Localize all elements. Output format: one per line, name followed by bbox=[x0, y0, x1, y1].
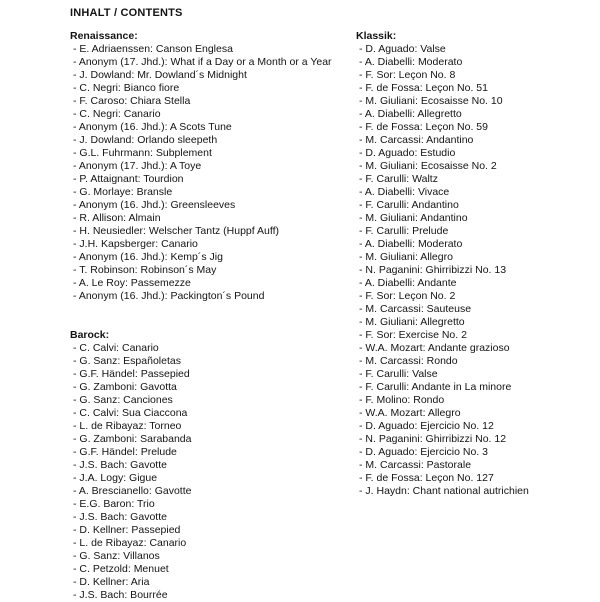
toc-item: - A. Diabelli: Vivace bbox=[359, 186, 450, 198]
toc-item: - A. Diabelli: Moderato bbox=[359, 56, 463, 68]
toc-item: - A. Le Roy: Passemezze bbox=[73, 277, 191, 289]
toc-item: - J.H. Kapsberger: Canario bbox=[73, 238, 198, 250]
toc-item: - Anonym (17. Jhd.): A Toye bbox=[73, 160, 202, 172]
toc-item: - R. Allison: Almain bbox=[73, 212, 161, 224]
toc-item: - F. Sor: Leçon No. 2 bbox=[359, 290, 456, 302]
toc-item: - A. Diabelli: Allegretto bbox=[359, 108, 462, 120]
toc-item: - F. de Fossa: Leçon No. 51 bbox=[359, 82, 488, 94]
toc-item: - L. de Ribayaz: Torneo bbox=[73, 420, 182, 432]
toc-item: - D. Aguado: Estudio bbox=[359, 147, 456, 159]
toc-item: - F. Carulli: Prelude bbox=[359, 225, 449, 237]
toc-item: - G. Zamboni: Gavotta bbox=[73, 381, 177, 393]
toc-item: - Anonym (16. Jhd.): Packington´s Pound bbox=[73, 290, 265, 302]
toc-list-klassik bbox=[356, 43, 600, 498]
toc-item: - Anonym (16. Jhd.): Kemp´s Jig bbox=[73, 251, 223, 263]
toc-list-barock bbox=[70, 342, 356, 602]
toc-item: - M. Giuliani: Allegretto bbox=[359, 316, 465, 328]
toc-item: - M. Giuliani: Ecosaisse No. 10 bbox=[359, 95, 503, 107]
left-column bbox=[70, 7, 356, 600]
toc-item: - M. Carcassi: Sauteuse bbox=[359, 303, 472, 315]
toc-item: - C. Calvi: Canario bbox=[73, 342, 159, 354]
toc-item: - T. Robinson: Robinson´s May bbox=[73, 264, 217, 276]
section-klassik bbox=[356, 30, 600, 498]
toc-item: - E.G. Baron: Trio bbox=[73, 498, 155, 510]
toc-item: - Anonym (16. Jhd.): Greensleeves bbox=[73, 199, 236, 211]
toc-item: - J. Haydn: Chant national autrichien bbox=[359, 485, 529, 497]
toc-item: - F. Carulli: Andantino bbox=[359, 199, 459, 211]
toc-item: - W.A. Mozart: Allegro bbox=[359, 407, 461, 419]
toc-item: - P. Attaignant: Tourdion bbox=[73, 173, 184, 185]
toc-item: - F. Sor: Leçon No. 8 bbox=[359, 69, 456, 81]
toc-item: - C. Calvi: Sua Ciaccona bbox=[73, 407, 188, 419]
toc-item: - J. Dowland: Orlando sleepeth bbox=[73, 134, 218, 146]
toc-item: - C. Negri: Bianco fiore bbox=[73, 82, 180, 94]
toc-item: - C. Negri: Canario bbox=[73, 108, 161, 120]
toc-item: - G. Sanz: Españoletas bbox=[73, 355, 181, 367]
toc-item: - J.S. Bach: Gavotte bbox=[73, 511, 167, 523]
toc-item: - J.S. Bach: Gavotte bbox=[73, 459, 167, 471]
right-column bbox=[356, 7, 600, 600]
toc-item: - F. Carulli: Valse bbox=[359, 368, 438, 380]
section-heading-renaissance: Renaissance: bbox=[70, 30, 138, 42]
toc-item: - Anonym (17. Jhd.): What if a Day or a Month or a Year bbox=[73, 56, 332, 68]
toc-item: - F. de Fossa: Leçon No. 59 bbox=[359, 121, 488, 133]
toc-item: - D. Aguado: Ejercicio No. 12 bbox=[359, 420, 494, 432]
toc-item: - L. de Ribayaz: Canario bbox=[73, 537, 187, 549]
toc-item: - N. Paganini: Ghirribizzi No. 13 bbox=[359, 264, 507, 276]
toc-item: - N. Paganini: Ghirribizzi No. 12 bbox=[359, 433, 507, 445]
toc-item: - M. Carcassi: Pastorale bbox=[359, 459, 472, 471]
section-heading-barock: Barock: bbox=[70, 329, 110, 341]
toc-item: - J.S. Bach: Bourrée bbox=[73, 589, 168, 601]
toc-item: - D. Kellner: Aria bbox=[73, 576, 150, 588]
toc-item: - F. Carulli: Waltz bbox=[359, 173, 438, 185]
toc-item: - M. Carcassi: Rondo bbox=[359, 355, 458, 367]
toc-item: - D. Aguado: Valse bbox=[359, 43, 446, 55]
toc-item: - F. Sor: Exercise No. 2 bbox=[359, 329, 467, 341]
toc-list-renaissance bbox=[70, 43, 356, 303]
toc-item: - A. Diabelli: Moderato bbox=[359, 238, 463, 250]
toc-item: - G.F. Händel: Passepied bbox=[73, 368, 190, 380]
toc-item: - A. Diabelli: Andante bbox=[359, 277, 457, 289]
section-heading-klassik: Klassik: bbox=[356, 30, 397, 42]
section-renaissance bbox=[70, 30, 356, 303]
toc-item: - F. de Fossa: Leçon No. 127 bbox=[359, 472, 494, 484]
document-title: INHALT / CONTENTS bbox=[70, 7, 183, 19]
toc-item: - E. Adriaenssen: Canson Englesa bbox=[73, 43, 233, 55]
toc-item: - G. Zamboni: Sarabanda bbox=[73, 433, 192, 445]
toc-item: - M. Giuliani: Andantino bbox=[359, 212, 468, 224]
toc-item: - Anonym (16. Jhd.): A Scots Tune bbox=[73, 121, 232, 133]
toc-item: - F. Caroso: Chiara Stella bbox=[73, 95, 191, 107]
toc-item: - A. Brescianello: Gavotte bbox=[73, 485, 192, 497]
toc-item: - M. Giuliani: Allegro bbox=[359, 251, 453, 263]
toc-item: - D. Aguado: Ejercicio No. 3 bbox=[359, 446, 488, 458]
toc-item: - J. Dowland: Mr. Dowland´s Midnight bbox=[73, 69, 247, 81]
toc-item: - H. Neusiedler: Welscher Tantz (Huppf Auff) bbox=[73, 225, 280, 237]
toc-item: - F. Molino: Rondo bbox=[359, 394, 445, 406]
toc-item: - J.A. Logy: Gigue bbox=[73, 472, 158, 484]
toc-item: - D. Kellner: Passepied bbox=[73, 524, 181, 536]
toc-item: - M. Carcassi: Andantino bbox=[359, 134, 474, 146]
toc-item: - G.F. Händel: Prelude bbox=[73, 446, 177, 458]
section-barock bbox=[70, 329, 356, 602]
toc-item: - G.L. Fuhrmann: Subplement bbox=[73, 147, 212, 159]
toc-item: - W.A. Mozart: Andante grazioso bbox=[359, 342, 510, 354]
toc-item: - G. Morlaye: Bransle bbox=[73, 186, 173, 198]
toc-item: - G. Sanz: Villanos bbox=[73, 550, 160, 562]
toc-item: - M. Giuliani: Ecosaisse No. 2 bbox=[359, 160, 497, 172]
toc-item: - G. Sanz: Canciones bbox=[73, 394, 173, 406]
toc-item: - C. Petzold: Menuet bbox=[73, 563, 169, 575]
toc-item: - F. Carulli: Andante in La minore bbox=[359, 381, 512, 393]
